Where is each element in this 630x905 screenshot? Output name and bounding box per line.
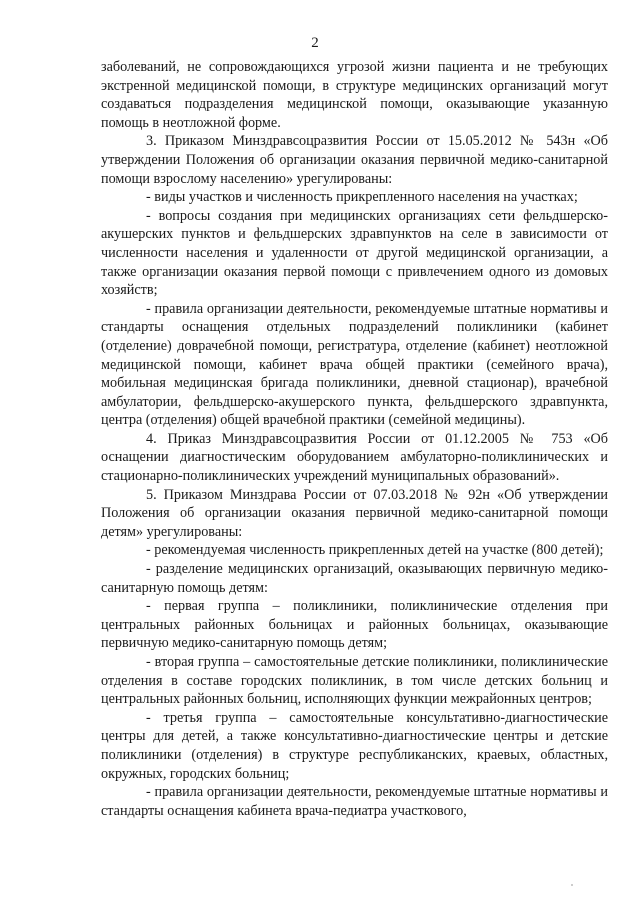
paragraph-bullet: - правила организации деятельности, рекомендуемые штатные нормативы и стандарты оснащения отдельных подразделений поликлиники (кабинет (отделение) доврачебной помощи, регистратура, отделение (кабинет) неотложной медицинской помощи, кабинет врача общей практики (семейного врача), мобильная медицинская бригада поликлиники, дневной стационар), врачебной амбулатории, фельдшерско-акушерского пункта, фельдшерского здравпункта, центра (отделения) общей врачебной практики (семейной медицины).: [101, 300, 608, 429]
paragraph-item-3: 3. Приказом Минздравсоцразвития России от 15.05.2012 № 543н «Об утверждении Положения об организации оказания первичной медико-санитарной помощи взрослому населению» урегулированы:: [101, 133, 608, 187]
paragraph-bullet: - первая группа – поликлиники, поликлинические отделения при центральных районных больницах и районных больницах, оказывающие первичную медико-санитарную помощь детям;: [101, 598, 608, 652]
paragraph-continuation: заболеваний, не сопровождающихся угрозой жизни пациента и не требующих экстренной медицинской помощи, в структуре медицинских организаций могут создаваться подразделения медицинской помощи, оказывающие указанную помощь в неотложной форме.: [101, 59, 608, 131]
paragraph-bullet: - разделение медицинских организаций, оказывающих первичную медико-санитарную помощь детям:: [101, 561, 608, 596]
paragraph-item-4: 4. Приказ Минздравсоцразвития России от 01.12.2005 № 753 «Об оснащении диагностическим оборудованием амбулаторно-поликлинических и стационарно-поликлинических учреждений муниципальных образований».: [101, 430, 608, 485]
scan-speck: [571, 884, 573, 886]
paragraph-bullet: - вопросы создания при медицинских организациях сети фельдшерско-акушерских пунктов и фельдшерских здравпунктов на селе в зависимости от численности населения и удаленности от другой медицинской организации, а также организации оказания первой помощи с привлечением одного из домовых хозяйств;: [101, 207, 608, 299]
paragraph-bullet: - третья группа – самостоятельные консультативно-диагностические центры для детей, а также консультативно-диагностические центры и детские поликлиники (отделения) в структуре республиканских, краевых, областных, окружных, городских больниц;: [101, 709, 608, 782]
paragraph-bullet: - правила организации деятельности, рекомендуемые штатные нормативы и стандарты оснащения кабинета врача-педиатра участкового,: [101, 784, 608, 819]
paragraph-item-5: 5. Приказом Минздрава России от 07.03.2018 № 92н «Об утверждении Положения об организации оказания первичной медико-санитарной помощи детям» урегулированы:: [101, 486, 608, 540]
paragraph-bullet: - вторая группа – самостоятельные детские поликлиники, поликлинические отделения в составе городских поликлиник, в том числе детских больниц и центральных районных больниц, исполняющих функции межрайонных центров;: [101, 654, 608, 708]
paragraph-bullet: - рекомендуемая численность прикрепленных детей на участке (800 детей);: [146, 542, 604, 559]
document-body: [101, 58, 608, 820]
paragraph-bullet: - виды участков и численность прикрепленного населения на участках;: [146, 189, 578, 206]
page-number: 2: [311, 35, 319, 51]
